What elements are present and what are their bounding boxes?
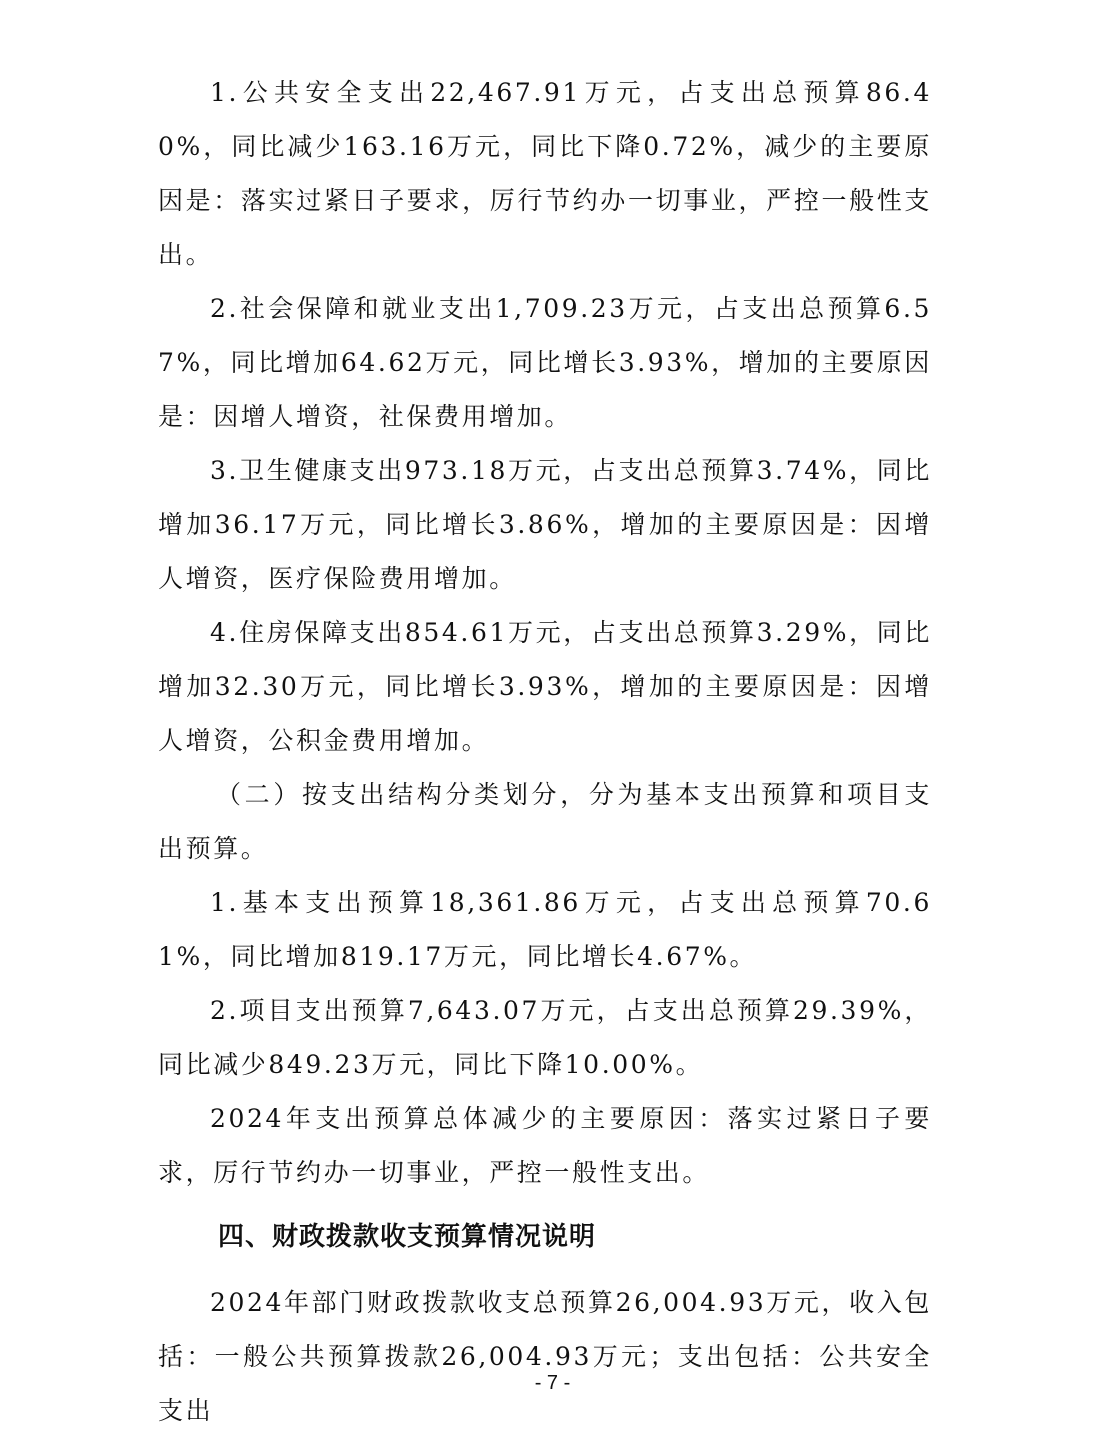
paragraph-public-safety: 1.公共安全支出22,467.91万元，占支出总预算86.40%，同比减少163.16万元，同比下降0.72%，减少的主要原因是：落实过紧日子要求，厉行节约办一切事业，严控一般性支出。 [158, 78, 932, 269]
document-page [158, 66, 932, 1438]
paragraph-project-expenditure: 2.项目支出预算7,643.07万元，占支出总预算29.39%，同比减少849.23万元，同比下降10.00%。 [158, 996, 932, 1079]
paragraph-decrease-reason: 2024年支出预算总体减少的主要原因：落实过紧日子要求，厉行节约办一切事业，严控一般性支出。 [158, 1104, 932, 1187]
paragraph-health: 3.卫生健康支出973.18万元，占支出总预算3.74%，同比增加36.17万元，同比增长3.86%，增加的主要原因是：因增人增资，医疗保险费用增加。 [158, 456, 932, 593]
paragraph-housing: 4.住房保障支出854.61万元，占支出总预算3.29%，同比增加32.30万元，同比增长3.93%，增加的主要原因是：因增人增资，公积金费用增加。 [158, 618, 932, 755]
paragraph-structure-classification: （二）按支出结构分类划分，分为基本支出预算和项目支出预算。 [158, 780, 932, 863]
paragraph-fiscal-appropriation: 2024年部门财政拨款收支总预算26,004.93万元，收入包括：一般公共预算拨款26,004.93万元；支出包括：公共安全支出 [158, 1288, 932, 1425]
page-number: - 7 - [534, 1372, 571, 1394]
section-heading: 四、财政拨款收支预算情况说明 [218, 1222, 597, 1252]
paragraph-basic-expenditure: 1.基本支出预算18,361.86万元，占支出总预算70.61%，同比增加819.17万元，同比增长4.67%。 [158, 888, 932, 971]
paragraph-social-security: 2.社会保障和就业支出1,709.23万元，占支出总预算6.57%，同比增加64.62万元，同比增长3.93%，增加的主要原因是：因增人增资，社保费用增加。 [158, 294, 932, 431]
